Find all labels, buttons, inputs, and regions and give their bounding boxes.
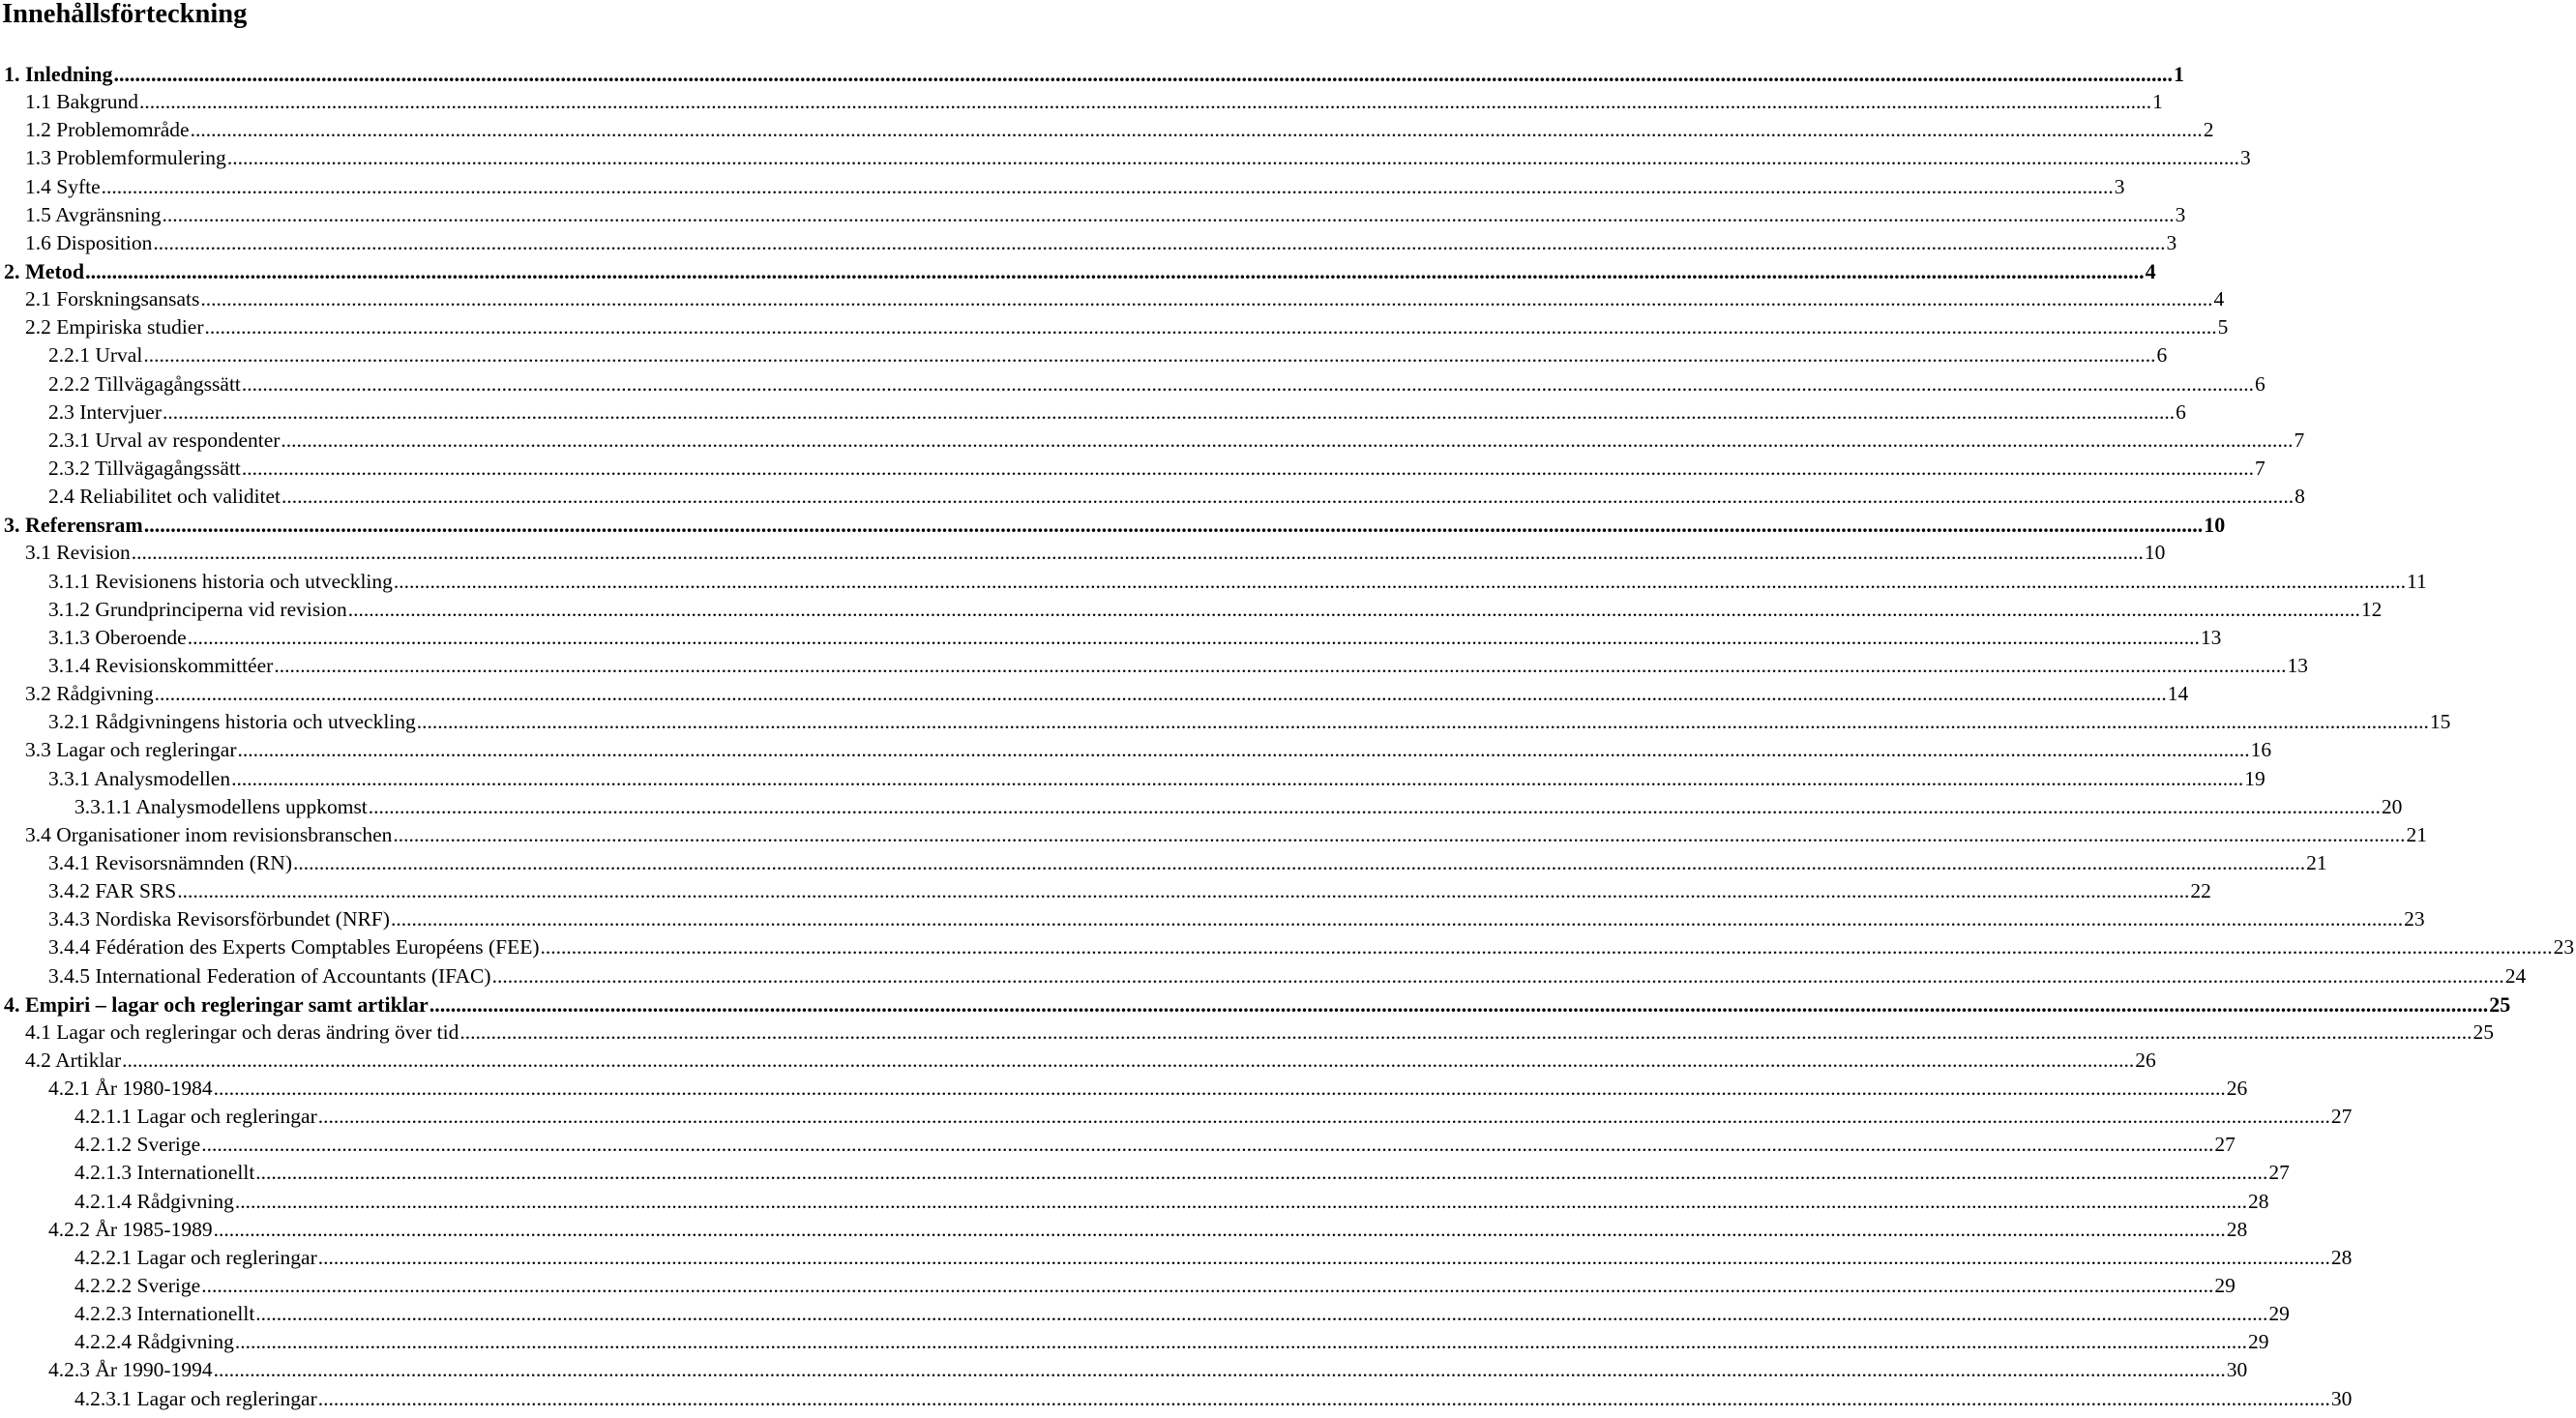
toc-entry[interactable]: [0, 849, 2327, 877]
toc-entry-label: 3. Referensram: [4, 513, 143, 538]
toc-entry[interactable]: [0, 257, 2156, 285]
toc-entry-label: 4.1 Lagar och regleringar och deras ändring över tid: [25, 1019, 459, 1044]
toc-entry[interactable]: [0, 877, 2211, 905]
toc-entry-label: 1.2 Problemområde: [25, 118, 190, 142]
toc-entry-page-number: 22: [2190, 879, 2211, 903]
toc-entry[interactable]: [0, 201, 2186, 229]
toc-dot-leader: ...................................................................................................................................................................................................................................................................................................................................................................................................: [113, 62, 2173, 86]
toc-entry[interactable]: [0, 229, 2177, 257]
toc-entry-page-number: 6: [2156, 343, 2168, 368]
toc-entry-page-number: 4: [2145, 258, 2156, 283]
toc-dot-leader: ...................................................................................................................................................................................................................................................................................................................................................................................................: [390, 907, 2404, 931]
toc-entry-page-number: 11: [2407, 569, 2427, 593]
toc-entry[interactable]: [0, 370, 2265, 399]
toc-dot-leader: ...................................................................................................................................................................................................................................................................................................................................................................................................: [416, 710, 2429, 734]
toc-dot-leader: ...................................................................................................................................................................................................................................................................................................................................................................................................: [213, 1077, 2226, 1101]
toc-dot-leader: ...................................................................................................................................................................................................................................................................................................................................................................................................: [459, 1019, 2472, 1044]
toc-dot-leader: ...................................................................................................................................................................................................................................................................................................................................................................................................: [154, 682, 2167, 706]
toc-entry[interactable]: [0, 1300, 2290, 1328]
toc-heading: Innehållsförteckning: [2, 0, 248, 29]
toc-entry[interactable]: [0, 596, 2383, 624]
toc-entry[interactable]: [0, 568, 2427, 596]
toc-entry-page-number: 26: [2135, 1048, 2156, 1072]
toc-entry-page-number: 25: [2472, 1019, 2494, 1044]
toc-entry[interactable]: [0, 990, 2511, 1019]
toc-entry-label: 4.2 Artiklar: [25, 1048, 122, 1072]
toc-dot-leader: ...................................................................................................................................................................................................................................................................................................................................................................................................: [234, 1330, 2247, 1354]
toc-dot-leader: ...................................................................................................................................................................................................................................................................................................................................................................................................: [281, 428, 2294, 452]
toc-entry-page-number: 3: [2114, 174, 2125, 198]
toc-entry-page-number: 25: [2489, 991, 2511, 1017]
toc-dot-leader: ...................................................................................................................................................................................................................................................................................................................................................................................................: [163, 399, 2176, 424]
toc-entry-label: 4.2.2.4 Rådgivning: [74, 1330, 234, 1354]
toc-entry-label: 4. Empiri – lagar och regleringar samt artiklar: [4, 991, 429, 1017]
toc-entry-page-number: 16: [2250, 738, 2272, 762]
toc-entry[interactable]: [0, 624, 2222, 652]
toc-entry[interactable]: [0, 708, 2451, 736]
toc-dot-leader: ...................................................................................................................................................................................................................................................................................................................................................................................................: [231, 766, 2244, 790]
toc-dot-leader: ...................................................................................................................................................................................................................................................................................................................................................................................................: [234, 1189, 2247, 1213]
toc-entry-label: 3.2.1 Rådgivningens historia och utveckling: [48, 710, 416, 734]
toc-entry-label: 4.2.2 År 1985-1989: [48, 1217, 213, 1241]
toc-dot-leader: ...................................................................................................................................................................................................................................................................................................................................................................................................: [237, 738, 2250, 762]
toc-entry-label: 4.2.2.3 Internationellt: [74, 1302, 255, 1326]
toc-entry-page-number: 27: [2214, 1133, 2235, 1157]
toc-entry[interactable]: [0, 285, 2225, 313]
toc-entry-label: 3.4.4 Fédération des Experts Comptables Européens (FEE): [48, 935, 540, 960]
toc-entry-page-number: 19: [2244, 766, 2265, 790]
toc-dot-leader: ...................................................................................................................................................................................................................................................................................................................................................................................................: [190, 118, 2203, 142]
toc-entry-label: 4.2.3.1 Lagar och regleringar: [74, 1386, 317, 1410]
toc-entry-page-number: 23: [2404, 907, 2425, 931]
toc-entry-page-number: 29: [2268, 1302, 2290, 1326]
toc-entry[interactable]: [0, 680, 2189, 708]
toc-dot-leader: ...................................................................................................................................................................................................................................................................................................................................................................................................: [143, 513, 2204, 538]
toc-entry-page-number: 29: [2247, 1330, 2269, 1354]
toc-entry[interactable]: [0, 1159, 2290, 1187]
toc-entry[interactable]: [0, 60, 2184, 88]
toc-entry-label: 3.4.3 Nordiska Revisorsförbundet (NRF): [48, 907, 390, 931]
toc-entry-page-number: 6: [2176, 399, 2186, 424]
toc-entry-label: 1.6 Disposition: [25, 230, 153, 254]
toc-entry-page-number: 28: [2330, 1245, 2353, 1269]
toc-dot-leader: ...................................................................................................................................................................................................................................................................................................................................................................................................: [241, 456, 2255, 480]
toc-dot-leader: ...................................................................................................................................................................................................................................................................................................................................................................................................: [122, 1048, 2135, 1072]
toc-entry-label: 4.2.2.1 Lagar och regleringar: [74, 1245, 317, 1269]
toc-entry-label: 2.4 Reliabilitet och validitet: [48, 485, 281, 509]
toc-entry-label: 3.1.1 Revisionens historia och utveckling: [48, 569, 393, 593]
toc-entry-label: 3.2 Rådgivning: [25, 682, 154, 706]
toc-dot-leader: ...................................................................................................................................................................................................................................................................................................................................................................................................: [85, 258, 2145, 283]
toc-entry-page-number: 12: [2360, 597, 2383, 621]
toc-entry-label: 1.5 Avgränsning: [25, 202, 162, 226]
toc-dot-leader: ...................................................................................................................................................................................................................................................................................................................................................................................................: [213, 1358, 2226, 1382]
toc-entry-label: 2.3.2 Tillvägagångssätt: [48, 456, 241, 480]
toc-entry-label: 3.3.1 Analysmodellen: [48, 766, 231, 790]
toc-entry[interactable]: [0, 933, 2575, 961]
toc-dot-leader: ...................................................................................................................................................................................................................................................................................................................................................................................................: [429, 991, 2489, 1017]
toc-entry-page-number: 28: [2226, 1217, 2248, 1241]
toc-dot-leader: ...................................................................................................................................................................................................................................................................................................................................................................................................: [274, 653, 2287, 677]
toc-entry-label: 4.2.1 År 1980-1984: [48, 1077, 213, 1101]
toc-dot-leader: ...................................................................................................................................................................................................................................................................................................................................................................................................: [131, 541, 2144, 565]
toc-entry-page-number: 13: [2287, 653, 2308, 677]
toc-dot-leader: ...................................................................................................................................................................................................................................................................................................................................................................................................: [317, 1386, 2330, 1410]
toc-entry[interactable]: [0, 1075, 2248, 1103]
toc-entry-page-number: 2: [2203, 118, 2214, 142]
toc-entry-page-number: 1: [2174, 62, 2184, 86]
toc-entry-label: 3.4 Organisationer inom revisionsbranschen: [25, 822, 393, 846]
toc-entry[interactable]: [0, 511, 2226, 539]
toc-entry[interactable]: [0, 793, 2403, 821]
toc-entry-label: 3.1.2 Grundprinciperna vid revision: [48, 597, 347, 621]
toc-entry-page-number: 7: [2294, 428, 2305, 452]
toc-dot-leader: ...................................................................................................................................................................................................................................................................................................................................................................................................: [491, 963, 2504, 988]
toc-entry[interactable]: [0, 905, 2425, 933]
toc-dot-leader: ...................................................................................................................................................................................................................................................................................................................................................................................................: [200, 287, 2213, 311]
toc-entry-page-number: 3: [2175, 202, 2186, 226]
toc-dot-leader: ...................................................................................................................................................................................................................................................................................................................................................................................................: [187, 625, 2200, 649]
toc-entry-page-number: 29: [2214, 1274, 2235, 1298]
toc-dot-leader: ...................................................................................................................................................................................................................................................................................................................................................................................................: [201, 1133, 2214, 1157]
toc-entry-label: 3.4.1 Revisorsnämnden (RN): [48, 850, 292, 874]
toc-entry[interactable]: [0, 1385, 2353, 1413]
toc-dot-leader: ...................................................................................................................................................................................................................................................................................................................................................................................................: [162, 202, 2175, 226]
toc-dot-leader: ...................................................................................................................................................................................................................................................................................................................................................................................................: [177, 879, 2190, 903]
toc-entry-label: 3.3.1.1 Analysmodellens uppkomst: [74, 794, 368, 818]
toc-entry-label: 2.1 Forskningsansats: [25, 287, 200, 311]
toc-dot-leader: ...................................................................................................................................................................................................................................................................................................................................................................................................: [317, 1105, 2330, 1129]
toc-entry[interactable]: [0, 116, 2214, 144]
toc-entry[interactable]: [0, 652, 2308, 680]
toc-entry-label: 2.2 Empiriska studier: [25, 315, 204, 340]
toc-entry[interactable]: [0, 1019, 2494, 1047]
toc-dot-leader: ...................................................................................................................................................................................................................................................................................................................................................................................................: [143, 343, 2156, 368]
toc-entry[interactable]: [0, 1272, 2235, 1300]
toc-dot-leader: ...................................................................................................................................................................................................................................................................................................................................................................................................: [101, 174, 2114, 198]
toc-entry[interactable]: [0, 144, 2251, 172]
toc-entry[interactable]: [0, 1131, 2235, 1159]
toc-dot-leader: ...................................................................................................................................................................................................................................................................................................................................................................................................: [347, 597, 2360, 621]
toc-entry[interactable]: [0, 1188, 2269, 1216]
toc-entry[interactable]: [0, 736, 2272, 764]
table-of-contents: [0, 60, 2575, 1413]
toc-entry[interactable]: [0, 455, 2265, 483]
toc-dot-leader: ...................................................................................................................................................................................................................................................................................................................................................................................................: [213, 1217, 2226, 1241]
toc-entry-label: 2.2.1 Urval: [48, 343, 143, 368]
toc-dot-leader: ...................................................................................................................................................................................................................................................................................................................................................................................................: [368, 794, 2381, 818]
toc-entry-label: 4.2.1.3 Internationellt: [74, 1161, 255, 1185]
toc-entry[interactable]: [0, 1356, 2248, 1384]
toc-entry-page-number: 23: [2553, 935, 2575, 960]
toc-entry[interactable]: [0, 1047, 2156, 1075]
toc-entry-page-number: 21: [2306, 850, 2327, 874]
toc-entry-page-number: 15: [2429, 710, 2451, 734]
toc-entry-page-number: 5: [2217, 315, 2229, 340]
toc-entry-page-number: 14: [2167, 682, 2189, 706]
toc-entry-label: 2.2.2 Tillvägagångssätt: [48, 371, 241, 396]
toc-dot-leader: ...................................................................................................................................................................................................................................................................................................................................................................................................: [393, 569, 2407, 593]
toc-dot-leader: ...................................................................................................................................................................................................................................................................................................................................................................................................: [540, 935, 2553, 960]
toc-dot-leader: ...................................................................................................................................................................................................................................................................................................................................................................................................: [393, 822, 2406, 846]
toc-entry[interactable]: [0, 399, 2186, 427]
toc-entry-page-number: 27: [2268, 1161, 2290, 1185]
toc-entry-page-number: 8: [2295, 485, 2305, 509]
toc-entry-label: 2. Metod: [4, 258, 85, 283]
toc-entry-label: 4.2.1.4 Rådgivning: [74, 1189, 234, 1213]
toc-entry-label: 4.2.1.2 Sverige: [74, 1133, 201, 1157]
toc-entry-label: 3.1 Revision: [25, 541, 131, 565]
toc-entry-label: 3.3 Lagar och regleringar: [25, 738, 237, 762]
toc-entry-page-number: 27: [2330, 1105, 2353, 1129]
toc-entry-label: 3.1.4 Revisionskommittéer: [48, 653, 274, 677]
toc-entry[interactable]: [0, 539, 2166, 567]
toc-entry-label: 1.3 Problemformulering: [25, 146, 226, 170]
toc-entry-label: 3.4.5 International Federation of Accountants (IFAC): [48, 963, 491, 988]
toc-entry-page-number: 26: [2226, 1077, 2248, 1101]
toc-entry[interactable]: [0, 962, 2527, 990]
toc-entry[interactable]: [0, 483, 2305, 511]
toc-entry[interactable]: [0, 821, 2427, 849]
toc-entry[interactable]: [0, 427, 2305, 455]
toc-entry-label: 4.2.2.2 Sverige: [74, 1274, 201, 1298]
toc-entry[interactable]: [0, 1216, 2248, 1244]
toc-entry-label: 3.1.3 Oberoende: [48, 625, 187, 649]
toc-entry[interactable]: [0, 313, 2229, 341]
toc-entry-page-number: 10: [2204, 513, 2226, 538]
toc-entry-page-number: 28: [2247, 1189, 2269, 1213]
toc-entry[interactable]: [0, 1103, 2353, 1131]
toc-entry-label: 1.1 Bakgrund: [25, 90, 139, 114]
toc-dot-leader: ...................................................................................................................................................................................................................................................................................................................................................................................................: [226, 146, 2239, 170]
toc-dot-leader: ...................................................................................................................................................................................................................................................................................................................................................................................................: [139, 90, 2152, 114]
toc-entry-label: 2.3 Intervjuer: [48, 399, 163, 424]
toc-entry[interactable]: [0, 1244, 2353, 1272]
toc-dot-leader: ...................................................................................................................................................................................................................................................................................................................................................................................................: [241, 371, 2255, 396]
toc-dot-leader: ...................................................................................................................................................................................................................................................................................................................................................................................................: [255, 1302, 2268, 1326]
toc-entry-page-number: 24: [2504, 963, 2527, 988]
toc-dot-leader: ...................................................................................................................................................................................................................................................................................................................................................................................................: [281, 485, 2295, 509]
toc-entry[interactable]: [0, 1328, 2269, 1356]
toc-dot-leader: ...................................................................................................................................................................................................................................................................................................................................................................................................: [317, 1245, 2330, 1269]
toc-entry-label: 4.2.3 År 1990-1994: [48, 1358, 213, 1382]
toc-dot-leader: ...................................................................................................................................................................................................................................................................................................................................................................................................: [255, 1161, 2268, 1185]
toc-entry-label: 3.4.2 FAR SRS: [48, 879, 177, 903]
toc-entry[interactable]: [0, 765, 2265, 793]
toc-entry-page-number: 30: [2330, 1386, 2353, 1410]
toc-entry[interactable]: [0, 341, 2168, 369]
toc-entry-page-number: 30: [2226, 1358, 2248, 1382]
toc-entry-label: 1. Inledning: [4, 62, 113, 86]
toc-entry-label: 4.2.1.1 Lagar och regleringar: [74, 1105, 317, 1129]
toc-dot-leader: ...................................................................................................................................................................................................................................................................................................................................................................................................: [153, 230, 2166, 254]
toc-entry-label: 1.4 Syfte: [25, 174, 101, 198]
toc-entry-page-number: 6: [2255, 371, 2265, 396]
toc-entry-page-number: 3: [2166, 230, 2177, 254]
toc-entry-page-number: 21: [2406, 822, 2427, 846]
toc-dot-leader: ...................................................................................................................................................................................................................................................................................................................................................................................................: [293, 850, 2306, 874]
toc-dot-leader: ...................................................................................................................................................................................................................................................................................................................................................................................................: [204, 315, 2217, 340]
toc-entry[interactable]: [0, 173, 2125, 201]
toc-entry-page-number: 10: [2144, 541, 2166, 565]
toc-entry[interactable]: [0, 88, 2163, 116]
toc-entry-page-number: 4: [2213, 287, 2225, 311]
toc-entry-page-number: 13: [2200, 625, 2222, 649]
toc-dot-leader: ...................................................................................................................................................................................................................................................................................................................................................................................................: [201, 1274, 2214, 1298]
toc-entry-page-number: 7: [2255, 456, 2265, 480]
toc-entry-page-number: 20: [2381, 794, 2403, 818]
toc-entry-page-number: 1: [2152, 90, 2163, 114]
toc-entry-page-number: 3: [2239, 146, 2251, 170]
toc-entry-label: 2.3.1 Urval av respondenter: [48, 428, 281, 452]
